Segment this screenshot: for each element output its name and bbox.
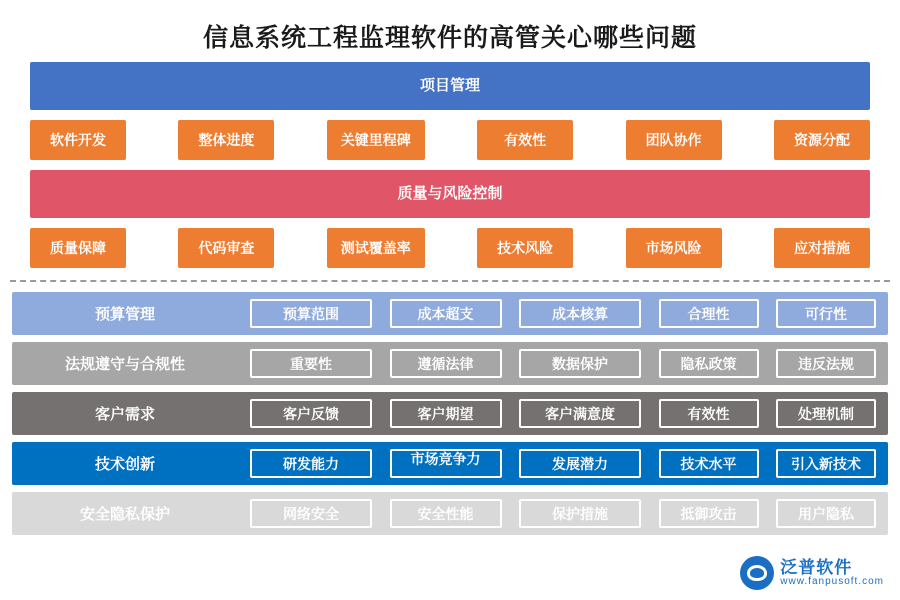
chip-item[interactable]: 代码审查: [178, 228, 274, 268]
row-cells: [238, 342, 888, 385]
table-row: [12, 392, 888, 435]
cell-item[interactable]: 研发能力: [250, 449, 372, 478]
watermark-text: [780, 559, 884, 587]
cell-item[interactable]: 技术水平: [659, 449, 759, 478]
chip-item[interactable]: 市场风险: [626, 228, 722, 268]
section-divider: [10, 280, 890, 282]
cell-item[interactable]: 发展潜力: [519, 449, 641, 478]
chip-item[interactable]: 资源分配: [774, 120, 870, 160]
cell-item[interactable]: 客户满意度: [519, 399, 641, 428]
cell-item[interactable]: 重要性: [250, 349, 372, 378]
cell-item[interactable]: 保护措施: [519, 499, 641, 528]
cell-item[interactable]: 客户期望: [390, 399, 502, 428]
row-label-security-privacy: 安全隐私保护: [79, 506, 170, 523]
cell-item[interactable]: 用户隐私: [776, 499, 876, 528]
cell-item[interactable]: 遵循法律: [390, 349, 502, 378]
chip-item[interactable]: 整体进度: [178, 120, 274, 160]
cell-item[interactable]: 抵御攻击: [659, 499, 759, 528]
cell-item[interactable]: 网络安全: [250, 499, 372, 528]
cell-item[interactable]: 预算范围: [250, 299, 372, 328]
watermark-brand-cn: 泛普软件: [780, 557, 853, 577]
chip-item[interactable]: 关键里程碑: [327, 120, 425, 160]
cell-item[interactable]: 安全性能: [390, 499, 502, 528]
top-section: [0, 62, 900, 268]
cell-item[interactable]: 处理机制: [776, 399, 876, 428]
chip-item[interactable]: 质量保障: [30, 228, 126, 268]
cell-item[interactable]: 数据保护: [519, 349, 641, 378]
chip-item[interactable]: 技术风险: [477, 228, 573, 268]
band-project-management: 项目管理: [30, 62, 870, 110]
table-row: [12, 442, 888, 485]
row-label-budget-management: 预算管理: [94, 306, 155, 323]
cell-item[interactable]: 违反法规: [776, 349, 876, 378]
table-row: [12, 492, 888, 535]
cell-item[interactable]: 合理性: [659, 299, 759, 328]
row-label-regulatory-compliance: 法规遵守与合规性: [64, 356, 185, 373]
band-quality-risk-control: 质量与风险控制: [30, 170, 870, 218]
bottom-section: [0, 292, 900, 535]
chip-row-quality-risk-control: [30, 228, 870, 268]
table-row: [12, 342, 888, 385]
cell-item[interactable]: 客户反馈: [250, 399, 372, 428]
row-label-technology-innovation: 技术创新: [94, 456, 155, 473]
cell-item[interactable]: 引入新技术: [776, 449, 876, 478]
chip-item[interactable]: 软件开发: [30, 120, 126, 160]
cell-item[interactable]: 隐私政策: [659, 349, 759, 378]
watermark-logo: [740, 556, 884, 590]
cell-item[interactable]: 市场竞争力: [390, 449, 502, 478]
cell-item[interactable]: 有效性: [659, 399, 759, 428]
chip-row-project-management: [30, 120, 870, 160]
row-cells: [238, 492, 888, 535]
chip-item[interactable]: 应对措施: [774, 228, 870, 268]
cell-item[interactable]: 成本超支: [390, 299, 502, 328]
row-cells: [238, 292, 888, 335]
watermark-brand-en: www.fanpusoft.com: [780, 575, 884, 587]
table-row: [12, 292, 888, 335]
fanpu-logo-icon: [740, 556, 774, 590]
chip-item[interactable]: 测试覆盖率: [327, 228, 425, 268]
page-title: 信息系统工程监理软件的高管关心哪些问题: [202, 24, 697, 52]
row-cells: [238, 442, 888, 485]
chip-item[interactable]: 有效性: [477, 120, 573, 160]
row-cells: [238, 392, 888, 435]
chip-item[interactable]: 团队协作: [626, 120, 722, 160]
cell-item[interactable]: 成本核算: [519, 299, 641, 328]
cell-item[interactable]: 可行性: [776, 299, 876, 328]
row-label-customer-needs: 客户需求: [94, 406, 155, 423]
